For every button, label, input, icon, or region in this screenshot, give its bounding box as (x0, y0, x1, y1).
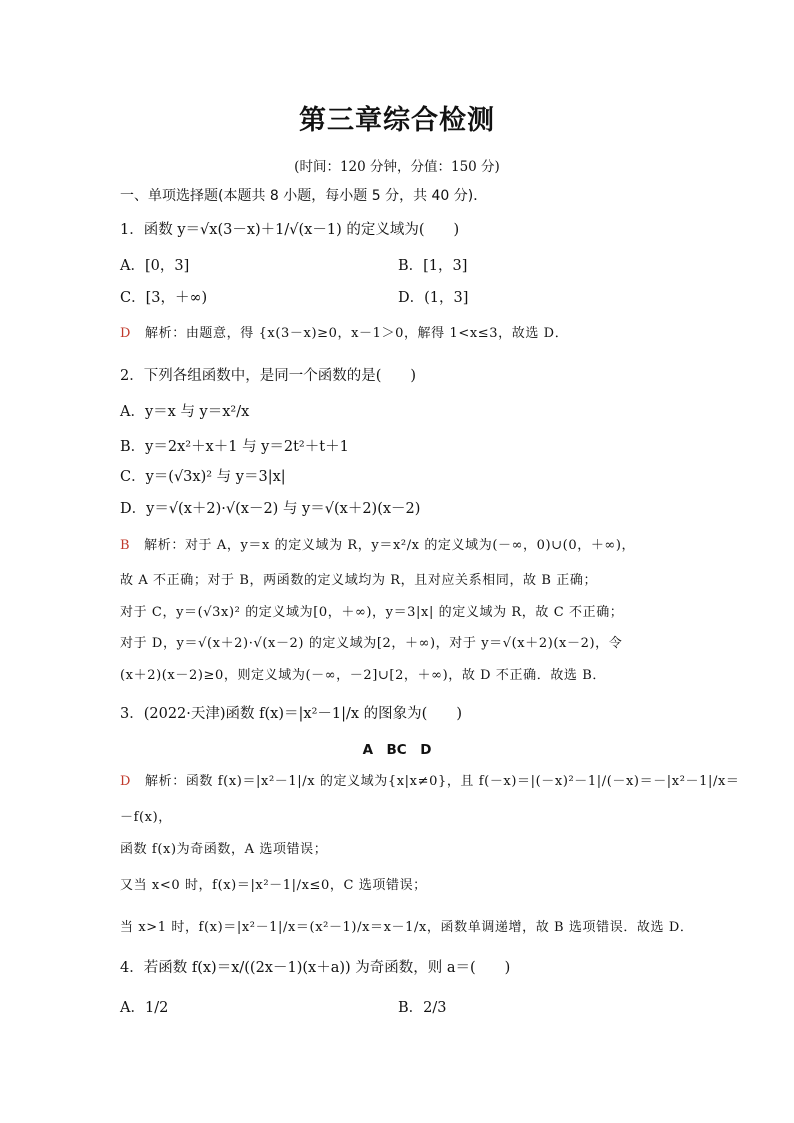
exam-info: (时间：120 分钟，分值：150 分) (294, 159, 500, 175)
q2-analysis-1: 解析：对于 A，y＝x 的定义域为 R，y＝x²/x 的定义域为(－∞，0)∪(0，＋∞)， (144, 538, 636, 553)
q4-option-a: A．1/2 (120, 1000, 169, 1016)
q3-analysis-line-2: －f(x)， (120, 810, 172, 825)
q3-stem: 3．(2022·天津)函数 f(x)＝|x²－1|/x 的图象为( ) (120, 706, 462, 722)
q1-option-a: A．[0，3] (120, 258, 190, 274)
q1-analysis: 解析：由题意，得 {x(3－x)≥0，x－1＞0，解得 1<x≤3，故选 D． (145, 326, 569, 341)
q2-analysis-line-3: 对于 C，y＝(√3x)² 的定义域为[0，＋∞)，y＝3|x| 的定义域为 R，故 C 不正确； (120, 605, 624, 620)
q2-analysis-line-2: 故 A 不正确；对于 B，两函数的定义域均为 R，且对应关系相同，故 B 正确； (120, 573, 598, 588)
q4-stem: 4．若函数 f(x)＝x/((2x－1)(x＋a)) 为奇函数，则 a＝( ) (120, 960, 511, 976)
q3-analysis-line-5: 当 x>1 时，f(x)＝|x²－1|/x＝(x²－1)/x＝x－1/x，函数单调递增，故 B 选项错误．故选 D． (120, 920, 694, 935)
q2-stem: 2．下列各组函数中，是同一个函数的是( ) (120, 368, 417, 384)
q2-option-d: D．y＝√(x＋2)·√(x－2) 与 y＝√(x＋2)(x－2) (120, 501, 421, 517)
q3-analysis-line-3: 函数 f(x)为奇函数，A 选项错误； (120, 842, 328, 857)
q3-analysis-line-1 (120, 772, 740, 792)
page-title: 第三章综合检测 (299, 105, 495, 136)
q1-option-c: C．[3，＋∞) (120, 290, 208, 306)
q2-analysis-line-4: 对于 D，y＝√(x＋2)·√(x－2) 的定义域为[2，＋∞)，对于 y＝√(x＋2)(x－2)，令 (120, 636, 623, 651)
q1-stem: 1．函数 y＝√x(3－x)＋1/√(x－1) 的定义域为( ) (120, 222, 460, 238)
q2-option-c: C．y＝(√3x)² 与 y＝3|x| (120, 469, 286, 485)
section-heading: 一、单项选择题(本题共 8 小题，每小题 5 分，共 40 分)． (120, 188, 488, 204)
q2-answer: B (120, 538, 131, 553)
q2-analysis-line-5: (x＋2)(x－2)≥0，则定义域为(－∞，－2]∪[2，＋∞)，故 D 不正确．故选 B． (120, 668, 607, 683)
q3-analysis-1: 解析：函数 f(x)＝|x²－1|/x 的定义域为{x|x≠0}，且 f(－x)＝|(－x)²－1|/(－x)＝－|x²－1|/x＝ (145, 774, 740, 789)
q1-analysis-line (120, 324, 568, 344)
q3-figure-choices: A BC D (362, 742, 432, 758)
q2-option-b: B．y＝2x²＋x＋1 与 y＝2t²＋t＋1 (120, 439, 349, 455)
q4-option-b: B．2/3 (398, 1000, 447, 1016)
q2-option-a: A．y＝x 与 y＝x²/x (120, 404, 250, 420)
q1-option-b: B．[1，3] (398, 258, 468, 274)
q3-answer: D (120, 774, 132, 789)
q2-analysis-line-1 (120, 536, 635, 556)
q1-option-d: D．(1，3] (398, 290, 469, 306)
q3-analysis-line-4: 又当 x<0 时，f(x)＝|x²－1|/x≤0，C 选项错误； (120, 878, 427, 893)
q1-answer: D (120, 326, 132, 341)
